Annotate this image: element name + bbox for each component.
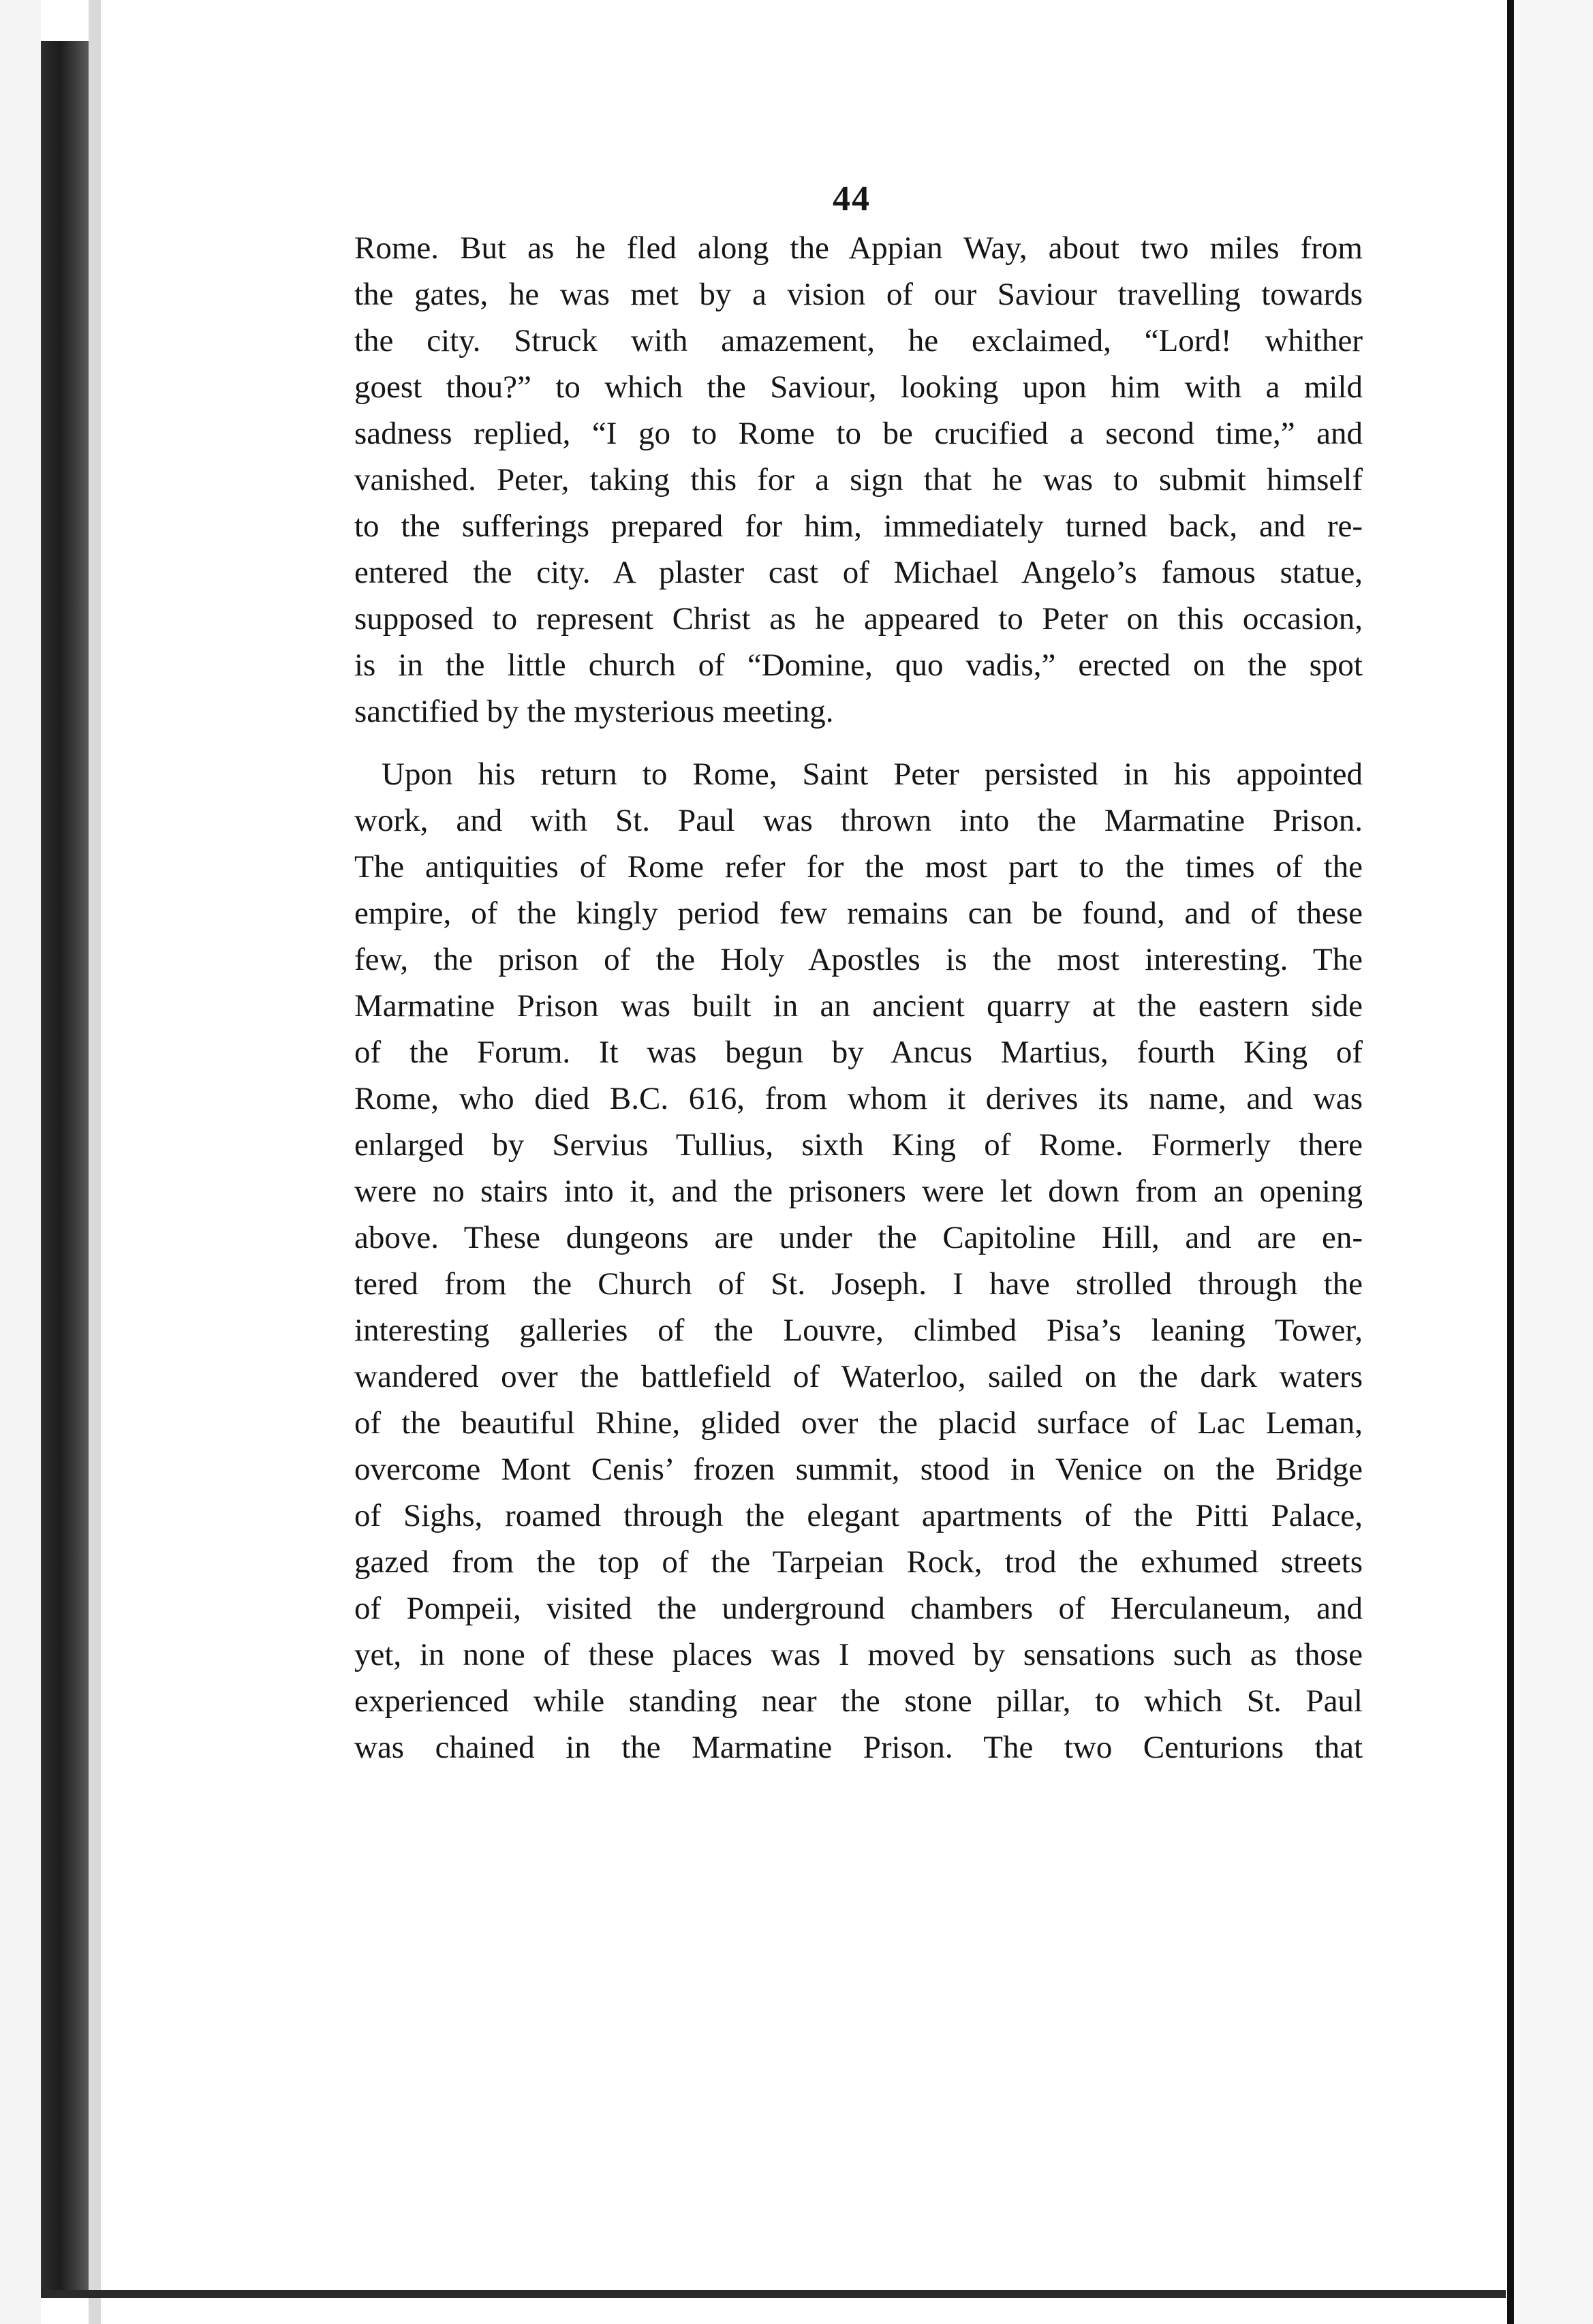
text-line: work, and with St. Paul was thrown into the Marmatine Prison. bbox=[354, 803, 1363, 838]
text-line: yet, in none of these places was I moved by sensations such as those bbox=[354, 1637, 1363, 1672]
text-line: of Pompeii, visited the underground chambers of Herculaneum, and bbox=[354, 1591, 1363, 1626]
text-line: Marmatine Prison was built in an ancient quarry at the eastern side bbox=[354, 988, 1363, 1024]
text-line: of Sighs, roamed through the elegant apartments of the Pitti Palace, bbox=[354, 1498, 1363, 1533]
text-line: is in the little church of “Domine, quo vadis,” erected on the spot bbox=[354, 647, 1363, 683]
text-line: few, the prison of the Holy Apostles is the most interesting. The bbox=[354, 942, 1363, 977]
text-line: were no stairs into it, and the prisoners were let down from an opening bbox=[354, 1174, 1363, 1209]
text-line: The antiquities of Rome refer for the most part to the times of the bbox=[354, 849, 1363, 885]
text-line: the city. Struck with amazement, he exclaimed, “Lord! whither bbox=[354, 323, 1363, 358]
scan-right-margin bbox=[1514, 0, 1593, 2324]
page-right-edge bbox=[1507, 0, 1514, 2324]
page-bottom-edge bbox=[41, 2290, 1506, 2298]
book-binding-edge bbox=[41, 41, 89, 2290]
text-line: experienced while standing near the stone pillar, to which St. Paul bbox=[354, 1683, 1363, 1719]
text-line: Upon his return to Rome, Saint Peter persisted in his appointed bbox=[382, 756, 1363, 792]
text-line: sadness replied, “I go to Rome to be crucified a second time,” and bbox=[354, 416, 1363, 451]
page-gutter bbox=[89, 0, 101, 2324]
text-line: sanctified by the mysterious meeting. bbox=[354, 694, 834, 729]
text-line: wandered over the battlefield of Waterloo, sailed on the dark waters bbox=[354, 1359, 1363, 1394]
paragraph-gap bbox=[354, 735, 1363, 751]
text-line: entered the city. A plaster cast of Michael Angelo’s famous statue, bbox=[354, 555, 1363, 590]
text-line: tered from the Church of St. Joseph. I have strolled through the bbox=[354, 1266, 1363, 1302]
paragraph-2 bbox=[354, 751, 1363, 1771]
text-line: overcome Mont Cenis’ frozen summit, stood in Venice on the Bridge bbox=[354, 1452, 1363, 1487]
text-line: goest thou?” to which the Saviour, looking upon him with a mild bbox=[354, 369, 1363, 405]
text-line: above. These dungeons are under the Capitoline Hill, and are en- bbox=[354, 1220, 1363, 1255]
text-line: interesting galleries of the Louvre, climbed Pisa’s leaning Tower, bbox=[354, 1313, 1363, 1348]
page-number: 44 bbox=[833, 179, 871, 218]
text-line: of the beautiful Rhine, glided over the placid surface of Lac Leman, bbox=[354, 1405, 1363, 1441]
text-line: to the sufferings prepared for him, immediately turned back, and re- bbox=[354, 508, 1363, 544]
text-line: was chained in the Marmatine Prison. The two Centurions that bbox=[354, 1730, 1363, 1765]
text-line: Rome, who died B.C. 616, from whom it derives its name, and was bbox=[354, 1081, 1363, 1116]
text-line: the gates, he was met by a vision of our Saviour travelling towards bbox=[354, 277, 1363, 312]
text-line: of the Forum. It was begun by Ancus Martius, fourth King of bbox=[354, 1035, 1363, 1070]
text-line: Rome. But as he fled along the Appian Way, about two miles from bbox=[354, 230, 1363, 266]
body-text bbox=[354, 225, 1363, 1771]
scan-left-margin bbox=[0, 0, 41, 2324]
text-line: supposed to represent Christ as he appeared to Peter on this occasion, bbox=[354, 601, 1363, 637]
text-line: vanished. Peter, taking this for a sign that he was to submit himself bbox=[354, 462, 1363, 498]
text-line: empire, of the kingly period few remains can be found, and of these bbox=[354, 896, 1363, 931]
paragraph-1 bbox=[354, 225, 1363, 735]
text-line: gazed from the top of the Tarpeian Rock, trod the exhumed streets bbox=[354, 1544, 1363, 1580]
text-line: enlarged by Servius Tullius, sixth King of Rome. Formerly there bbox=[354, 1127, 1363, 1163]
